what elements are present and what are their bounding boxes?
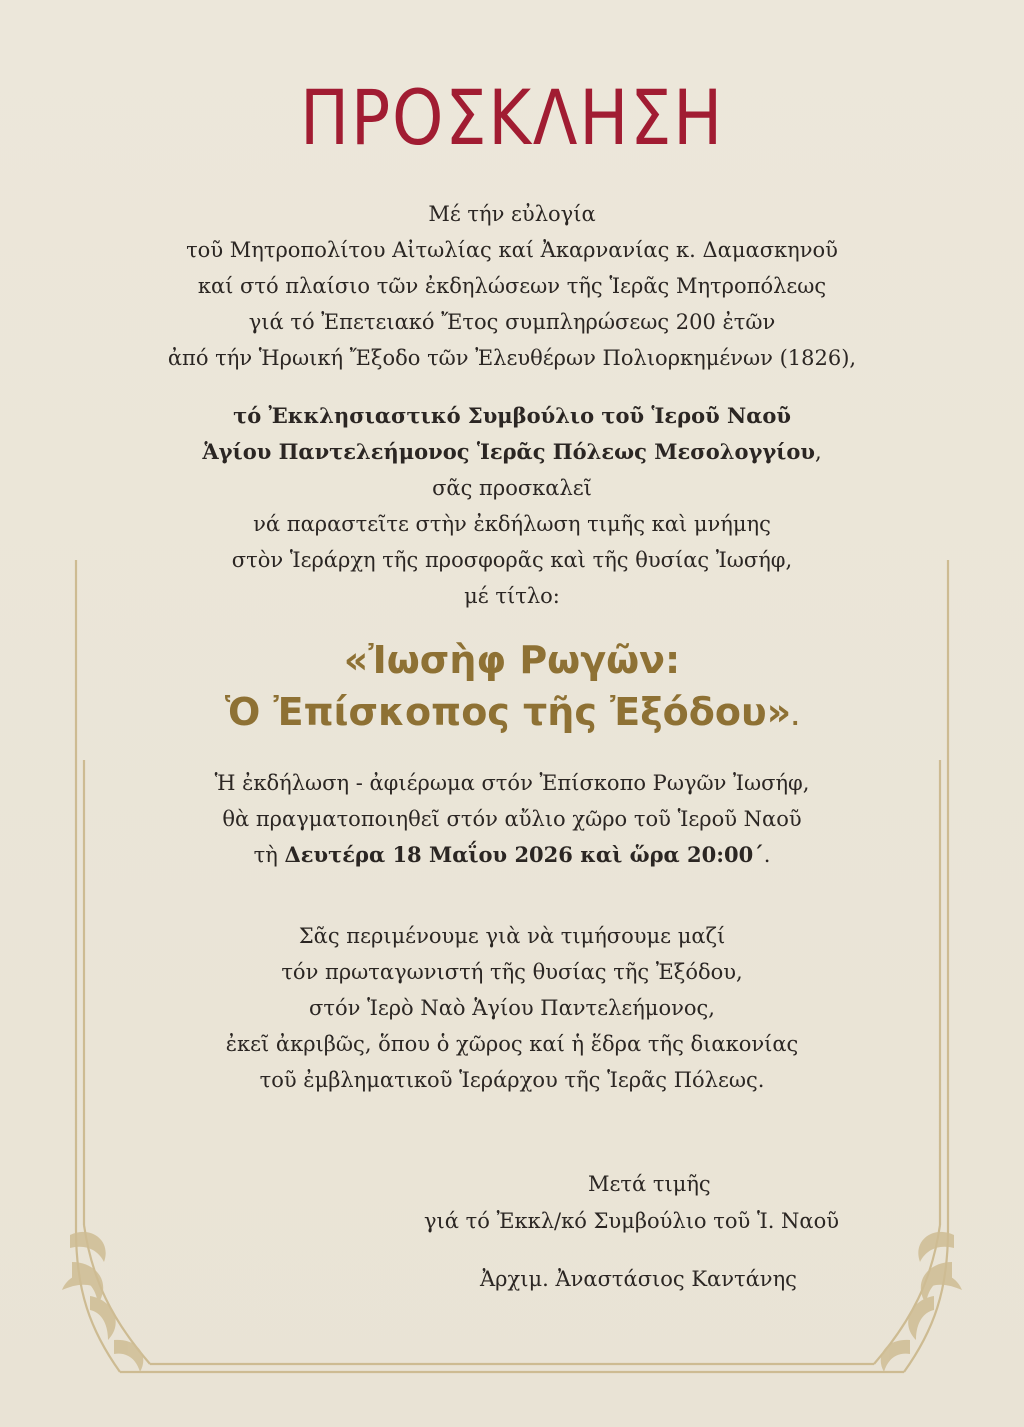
lecture-title-line1: «Ἰωσὴφ Ρωγῶν: [343, 638, 681, 682]
signature-regards: Μετά τιμῆς [588, 1172, 711, 1196]
council-parish-name: Ἁγίου Παντελεήμονος Ἱερᾶς Πόλεως Μεσολογγίου [202, 439, 815, 464]
council-name-line: τό Ἐκκλησιαστικό Συμβούλιο τοῦ Ἱεροῦ Ναοῦ [233, 403, 791, 428]
lecture-title [0, 634, 1024, 744]
event-date: Δευτέρα 18 Μαΐου 2026 καὶ ὥρα 20:00΄ [284, 842, 764, 867]
intro-line: τοῦ Μητροπολίτου Αἰτωλίας καί Ἀκαρνανίας κ. Δαμασκηνοῦ [186, 238, 838, 262]
event-date-suffix: . [763, 843, 771, 867]
signature-on-behalf: γιά τό Ἐκκλ/κό Συμβούλιο τοῦ Ἱ. Ναοῦ [424, 1209, 840, 1233]
closing-paragraph [0, 918, 1024, 1098]
council-parish-line [0, 434, 1024, 470]
lecture-title-line2-wrap [0, 686, 1024, 744]
signature-name: Ἀρχιμ. Ἀναστάσιος Καντάνης [480, 1267, 797, 1291]
event-paragraph [0, 765, 1024, 873]
intro-line: ἀπό τήν Ἡρωική Ἔξοδο τῶν Ἐλευθέρων Πολιορκημένων (1826), [167, 346, 857, 370]
event-line: θὰ πραγματοποιηθεῖ στόν αὔλιο χῶρο τοῦ Ἱεροῦ Ναοῦ [222, 807, 802, 831]
closing-line: τοῦ ἐμβληματικοῦ Ἱεράρχου τῆς Ἱερᾶς Πόλεως. [259, 1068, 765, 1092]
closing-line: ἐκεῖ ἀκριβῶς, ὅπου ὁ χῶρος καί ἡ ἕδρα τῆς διακονίας [225, 1032, 799, 1056]
event-date-line [0, 837, 1024, 873]
council-line: στὸν Ἱεράρχη τῆς προσφορᾶς καὶ τῆς θυσίας Ἰωσήφ, [231, 548, 793, 572]
council-parish-comma: , [814, 440, 822, 464]
council-line: μέ τίτλο: [464, 584, 560, 608]
council-line: σᾶς προσκαλεῖ [432, 476, 592, 500]
intro-line: καί στό πλαίσιο τῶν ἐκδηλώσεων τῆς Ἱερᾶς Μητροπόλεως [197, 274, 827, 298]
closing-line: Σᾶς περιμένουμε γιὰ νὰ τιμήσουμε μαζί [298, 924, 726, 948]
event-date-prefix: τὴ [253, 843, 285, 867]
page-title: ΠΡΟΣΚΛΗΣΗ [300, 73, 724, 162]
lecture-title-dot: . [791, 706, 800, 730]
intro-line: γιά τό Ἐπετειακό Ἔτος συμπληρώσεως 200 ἐτῶν [248, 310, 776, 334]
event-line: Ἡ ἐκδήλωση - ἀφιέρωμα στόν Ἐπίσκοπο Ρωγῶν Ἰωσήφ, [214, 771, 810, 795]
intro-line: Μέ τήν εὐλογία [428, 202, 596, 226]
council-line: νά παραστεῖτε στὴν ἐκδήλωση τιμῆς καὶ μνήμης [253, 512, 771, 536]
closing-line: στόν Ἱερὸ Ναὸ Ἁγίου Παντελεήμονος, [309, 996, 715, 1020]
intro-paragraph [0, 196, 1024, 376]
lecture-title-line2: Ὁ Ἐπίσκοπος τῆς Ἐξόδου» [224, 690, 792, 734]
council-paragraph [0, 398, 1024, 614]
closing-line: τόν πρωταγωνιστή τῆς θυσίας τῆς Ἐξόδου, [281, 960, 743, 984]
